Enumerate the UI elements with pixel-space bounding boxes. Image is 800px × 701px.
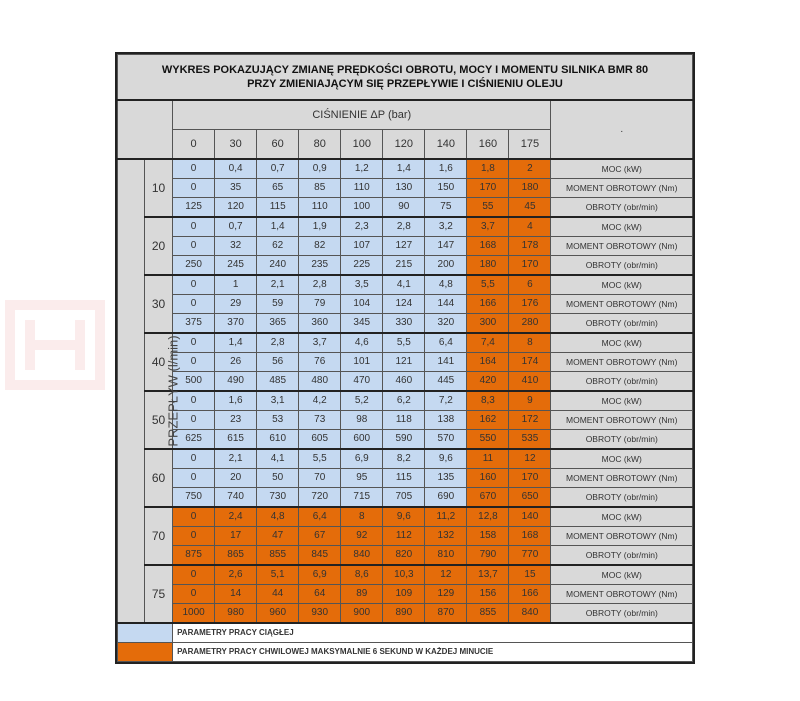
data-cell: 4,6 bbox=[341, 333, 383, 353]
data-cell: 4,8 bbox=[425, 275, 467, 295]
data-cell: 2,8 bbox=[299, 275, 341, 295]
flow-axis-text: PRZEPŁYW (l/min) bbox=[165, 335, 181, 447]
data-cell: 235 bbox=[299, 256, 341, 276]
pressure-column-header: 175 bbox=[509, 130, 551, 160]
data-cell: 5,5 bbox=[383, 333, 425, 353]
data-cell: 960 bbox=[257, 604, 299, 624]
data-cell: 5,1 bbox=[257, 565, 299, 585]
data-cell: 180 bbox=[467, 256, 509, 276]
data-cell: 53 bbox=[257, 411, 299, 430]
corner-label: . bbox=[551, 100, 693, 159]
data-cell: 162 bbox=[467, 411, 509, 430]
data-cell: 1,9 bbox=[299, 217, 341, 237]
data-cell: 130 bbox=[383, 179, 425, 198]
row-label: OBROTY (obr/min) bbox=[551, 372, 693, 392]
data-cell: 95 bbox=[341, 469, 383, 488]
data-cell: 2,8 bbox=[257, 333, 299, 353]
data-cell: 705 bbox=[383, 488, 425, 508]
data-cell: 168 bbox=[509, 527, 551, 546]
data-cell: 0 bbox=[173, 237, 215, 256]
data-cell: 4,8 bbox=[257, 507, 299, 527]
data-cell: 70 bbox=[299, 469, 341, 488]
row-label: OBROTY (obr/min) bbox=[551, 198, 693, 218]
data-cell: 26 bbox=[215, 353, 257, 372]
data-cell: 32 bbox=[215, 237, 257, 256]
table-row bbox=[118, 430, 693, 450]
data-cell: 76 bbox=[299, 353, 341, 372]
data-cell: 168 bbox=[467, 237, 509, 256]
data-cell: 138 bbox=[425, 411, 467, 430]
data-cell: 300 bbox=[467, 314, 509, 334]
data-cell: 8 bbox=[341, 507, 383, 527]
data-cell: 5,5 bbox=[467, 275, 509, 295]
data-cell: 410 bbox=[509, 372, 551, 392]
flow-value: 75 bbox=[145, 565, 173, 623]
data-cell: 855 bbox=[467, 604, 509, 624]
data-cell: 0 bbox=[173, 391, 215, 411]
data-cell: 0 bbox=[173, 159, 215, 179]
data-cell: 62 bbox=[257, 237, 299, 256]
data-cell: 420 bbox=[467, 372, 509, 392]
data-cell: 141 bbox=[425, 353, 467, 372]
row-label: MOMENT OBROTOWY (Nm) bbox=[551, 237, 693, 256]
data-cell: 445 bbox=[425, 372, 467, 392]
data-cell: 500 bbox=[173, 372, 215, 392]
data-cell: 810 bbox=[425, 546, 467, 566]
data-cell: 121 bbox=[383, 353, 425, 372]
data-cell: 170 bbox=[509, 256, 551, 276]
row-label: MOC (kW) bbox=[551, 507, 693, 527]
row-label: MOC (kW) bbox=[551, 391, 693, 411]
data-cell: 166 bbox=[467, 295, 509, 314]
data-cell: 13,7 bbox=[467, 565, 509, 585]
data-cell: 170 bbox=[509, 469, 551, 488]
data-cell: 365 bbox=[257, 314, 299, 334]
data-cell: 820 bbox=[383, 546, 425, 566]
data-cell: 485 bbox=[257, 372, 299, 392]
legend-swatch bbox=[118, 623, 173, 643]
row-label: MOMENT OBROTOWY (Nm) bbox=[551, 585, 693, 604]
data-cell: 6,9 bbox=[299, 565, 341, 585]
data-cell: 980 bbox=[215, 604, 257, 624]
data-cell: 2,1 bbox=[257, 275, 299, 295]
data-cell: 11 bbox=[467, 449, 509, 469]
data-cell: 2,3 bbox=[341, 217, 383, 237]
data-cell: 129 bbox=[425, 585, 467, 604]
data-cell: 4,2 bbox=[299, 391, 341, 411]
legend-text: PARAMETRY PRACY CIĄGŁEJ bbox=[173, 623, 693, 643]
data-cell: 7,2 bbox=[425, 391, 467, 411]
data-cell: 5,5 bbox=[299, 449, 341, 469]
data-cell: 1,8 bbox=[467, 159, 509, 179]
data-cell: 570 bbox=[425, 430, 467, 450]
data-cell: 65 bbox=[257, 179, 299, 198]
data-cell: 9,6 bbox=[425, 449, 467, 469]
data-cell: 535 bbox=[509, 430, 551, 450]
data-cell: 2 bbox=[509, 159, 551, 179]
table-row bbox=[118, 237, 693, 256]
data-cell: 112 bbox=[383, 527, 425, 546]
flow-value: 10 bbox=[145, 159, 173, 217]
data-cell: 147 bbox=[425, 237, 467, 256]
data-cell: 9,6 bbox=[383, 507, 425, 527]
table-row bbox=[118, 507, 693, 527]
data-cell: 650 bbox=[509, 488, 551, 508]
data-cell: 790 bbox=[467, 546, 509, 566]
table-row bbox=[118, 585, 693, 604]
data-cell: 770 bbox=[509, 546, 551, 566]
pressure-column-header: 120 bbox=[383, 130, 425, 160]
data-cell: 178 bbox=[509, 237, 551, 256]
data-cell: 245 bbox=[215, 256, 257, 276]
corner-cell bbox=[118, 100, 173, 159]
row-label: MOC (kW) bbox=[551, 565, 693, 585]
data-cell: 2,1 bbox=[215, 449, 257, 469]
data-cell: 610 bbox=[257, 430, 299, 450]
data-cell: 3,7 bbox=[299, 333, 341, 353]
data-cell: 118 bbox=[383, 411, 425, 430]
data-cell: 8,2 bbox=[383, 449, 425, 469]
data-cell: 174 bbox=[509, 353, 551, 372]
table-row bbox=[118, 198, 693, 218]
data-cell: 6,9 bbox=[341, 449, 383, 469]
data-cell: 2,6 bbox=[215, 565, 257, 585]
table-row bbox=[118, 546, 693, 566]
data-cell: 90 bbox=[383, 198, 425, 218]
data-cell: 590 bbox=[383, 430, 425, 450]
row-label: MOMENT OBROTOWY (Nm) bbox=[551, 295, 693, 314]
data-cell: 50 bbox=[257, 469, 299, 488]
data-cell: 200 bbox=[425, 256, 467, 276]
data-cell: 0 bbox=[173, 469, 215, 488]
data-cell: 98 bbox=[341, 411, 383, 430]
data-cell: 0 bbox=[173, 295, 215, 314]
data-cell: 730 bbox=[257, 488, 299, 508]
data-cell: 840 bbox=[341, 546, 383, 566]
data-cell: 29 bbox=[215, 295, 257, 314]
data-cell: 0 bbox=[173, 333, 215, 353]
data-cell: 4 bbox=[509, 217, 551, 237]
flow-value: 20 bbox=[145, 217, 173, 275]
table-row bbox=[118, 469, 693, 488]
data-cell: 250 bbox=[173, 256, 215, 276]
pressure-column-header: 0 bbox=[173, 130, 215, 160]
data-cell: 930 bbox=[299, 604, 341, 624]
data-cell: 0 bbox=[173, 179, 215, 198]
data-cell: 150 bbox=[425, 179, 467, 198]
data-cell: 172 bbox=[509, 411, 551, 430]
data-cell: 600 bbox=[341, 430, 383, 450]
data-cell: 0,9 bbox=[299, 159, 341, 179]
row-label: MOC (kW) bbox=[551, 217, 693, 237]
data-cell: 115 bbox=[257, 198, 299, 218]
data-cell: 170 bbox=[467, 179, 509, 198]
data-cell: 92 bbox=[341, 527, 383, 546]
pressure-column-header: 160 bbox=[467, 130, 509, 160]
data-cell: 0 bbox=[173, 275, 215, 295]
data-cell: 15 bbox=[509, 565, 551, 585]
table-row bbox=[118, 217, 693, 237]
data-cell: 875 bbox=[173, 546, 215, 566]
table-row bbox=[118, 275, 693, 295]
data-cell: 45 bbox=[509, 198, 551, 218]
table-row bbox=[118, 256, 693, 276]
row-label: MOC (kW) bbox=[551, 275, 693, 295]
data-cell: 125 bbox=[173, 198, 215, 218]
data-cell: 55 bbox=[467, 198, 509, 218]
row-label: MOC (kW) bbox=[551, 333, 693, 353]
data-cell: 8,3 bbox=[467, 391, 509, 411]
data-cell: 865 bbox=[215, 546, 257, 566]
data-cell: 9 bbox=[509, 391, 551, 411]
legend-swatch bbox=[118, 643, 173, 662]
table-row bbox=[118, 333, 693, 353]
data-cell: 0 bbox=[173, 527, 215, 546]
data-cell: 164 bbox=[467, 353, 509, 372]
data-cell: 8,6 bbox=[341, 565, 383, 585]
row-label: OBROTY (obr/min) bbox=[551, 604, 693, 624]
data-cell: 280 bbox=[509, 314, 551, 334]
data-cell: 750 bbox=[173, 488, 215, 508]
data-cell: 124 bbox=[383, 295, 425, 314]
data-cell: 0 bbox=[173, 565, 215, 585]
data-cell: 14 bbox=[215, 585, 257, 604]
data-cell: 127 bbox=[383, 237, 425, 256]
table-row bbox=[118, 372, 693, 392]
data-cell: 104 bbox=[341, 295, 383, 314]
data-cell: 110 bbox=[341, 179, 383, 198]
table-row bbox=[118, 411, 693, 430]
data-cell: 120 bbox=[215, 198, 257, 218]
data-cell: 720 bbox=[299, 488, 341, 508]
data-cell: 715 bbox=[341, 488, 383, 508]
data-cell: 855 bbox=[257, 546, 299, 566]
data-cell: 0 bbox=[173, 507, 215, 527]
row-label: MOC (kW) bbox=[551, 159, 693, 179]
data-cell: 3,5 bbox=[341, 275, 383, 295]
row-label: OBROTY (obr/min) bbox=[551, 256, 693, 276]
data-cell: 109 bbox=[383, 585, 425, 604]
data-cell: 1,6 bbox=[425, 159, 467, 179]
data-cell: 158 bbox=[467, 527, 509, 546]
data-cell: 3,7 bbox=[467, 217, 509, 237]
data-cell: 670 bbox=[467, 488, 509, 508]
data-cell: 0 bbox=[173, 585, 215, 604]
data-cell: 870 bbox=[425, 604, 467, 624]
data-cell: 1000 bbox=[173, 604, 215, 624]
data-cell: 3,2 bbox=[425, 217, 467, 237]
legend-row bbox=[118, 643, 693, 662]
data-cell: 6,2 bbox=[383, 391, 425, 411]
pressure-column-header: 60 bbox=[257, 130, 299, 160]
data-cell: 140 bbox=[509, 507, 551, 527]
performance-table bbox=[115, 52, 695, 664]
data-cell: 0,7 bbox=[257, 159, 299, 179]
data-cell: 35 bbox=[215, 179, 257, 198]
data-cell: 2,8 bbox=[383, 217, 425, 237]
table-row bbox=[118, 604, 693, 624]
data-cell: 845 bbox=[299, 546, 341, 566]
data-cell: 840 bbox=[509, 604, 551, 624]
data-cell: 110 bbox=[299, 198, 341, 218]
data-cell: 550 bbox=[467, 430, 509, 450]
data-cell: 100 bbox=[341, 198, 383, 218]
data-cell: 107 bbox=[341, 237, 383, 256]
flow-value: 70 bbox=[145, 507, 173, 565]
data-cell: 890 bbox=[383, 604, 425, 624]
data-cell: 73 bbox=[299, 411, 341, 430]
data-cell: 82 bbox=[299, 237, 341, 256]
data-cell: 8 bbox=[509, 333, 551, 353]
data-cell: 56 bbox=[257, 353, 299, 372]
data-cell: 75 bbox=[425, 198, 467, 218]
data-cell: 5,2 bbox=[341, 391, 383, 411]
data-cell: 615 bbox=[215, 430, 257, 450]
row-label: MOMENT OBROTOWY (Nm) bbox=[551, 353, 693, 372]
data-cell: 740 bbox=[215, 488, 257, 508]
data-cell: 490 bbox=[215, 372, 257, 392]
pressure-column-header: 30 bbox=[215, 130, 257, 160]
table-row bbox=[118, 353, 693, 372]
data-cell: 85 bbox=[299, 179, 341, 198]
legend-text: PARAMETRY PRACY CHWILOWEJ MAKSYMALNIE 6 SEKUND W KAŻDEJ MINUCIE bbox=[173, 643, 693, 662]
data-cell: 180 bbox=[509, 179, 551, 198]
data-cell: 215 bbox=[383, 256, 425, 276]
flow-value: 60 bbox=[145, 449, 173, 507]
data-cell: 10,3 bbox=[383, 565, 425, 585]
legend-row bbox=[118, 623, 693, 643]
data-cell: 144 bbox=[425, 295, 467, 314]
pressure-column-header: 100 bbox=[341, 130, 383, 160]
row-label: OBROTY (obr/min) bbox=[551, 546, 693, 566]
data-cell: 6 bbox=[509, 275, 551, 295]
data-cell: 240 bbox=[257, 256, 299, 276]
row-label: OBROTY (obr/min) bbox=[551, 488, 693, 508]
data-cell: 900 bbox=[341, 604, 383, 624]
data-cell: 23 bbox=[215, 411, 257, 430]
data-cell: 59 bbox=[257, 295, 299, 314]
data-cell: 17 bbox=[215, 527, 257, 546]
table-row bbox=[118, 295, 693, 314]
data-cell: 0 bbox=[173, 217, 215, 237]
data-cell: 12,8 bbox=[467, 507, 509, 527]
data-cell: 1 bbox=[215, 275, 257, 295]
data-cell: 20 bbox=[215, 469, 257, 488]
table-row bbox=[118, 314, 693, 334]
data-cell: 166 bbox=[509, 585, 551, 604]
data-cell: 1,2 bbox=[341, 159, 383, 179]
flow-value: 40 bbox=[145, 333, 173, 391]
data-cell: 4,1 bbox=[383, 275, 425, 295]
pressure-column-header: 80 bbox=[299, 130, 341, 160]
data-cell: 4,1 bbox=[257, 449, 299, 469]
flow-value: 50 bbox=[145, 391, 173, 449]
table-row bbox=[118, 565, 693, 585]
table-row bbox=[118, 391, 693, 411]
title-line-2: PRZY ZMIENIAJĄCYM SIĘ PRZEPŁYWIE I CIŚNIENIU OLEJU bbox=[247, 78, 563, 90]
data-cell: 115 bbox=[383, 469, 425, 488]
data-cell: 470 bbox=[341, 372, 383, 392]
data-cell: 625 bbox=[173, 430, 215, 450]
data-cell: 320 bbox=[425, 314, 467, 334]
data-cell: 6,4 bbox=[299, 507, 341, 527]
title-line-1: WYKRES POKAZUJĄCY ZMIANĘ PRĘDKOŚCI OBROTU, MOCY I MOMENTU SILNIKA BMR 80 bbox=[161, 64, 649, 76]
data-cell: 160 bbox=[467, 469, 509, 488]
data-cell: 375 bbox=[173, 314, 215, 334]
data-cell: 0,7 bbox=[215, 217, 257, 237]
data-cell: 370 bbox=[215, 314, 257, 334]
data-cell: 176 bbox=[509, 295, 551, 314]
row-label: MOMENT OBROTOWY (Nm) bbox=[551, 411, 693, 430]
row-label: OBROTY (obr/min) bbox=[551, 430, 693, 450]
data-cell: 345 bbox=[341, 314, 383, 334]
data-cell: 0 bbox=[173, 411, 215, 430]
data-cell: 0,4 bbox=[215, 159, 257, 179]
row-label: MOMENT OBROTOWY (Nm) bbox=[551, 469, 693, 488]
data-cell: 225 bbox=[341, 256, 383, 276]
data-cell: 7,4 bbox=[467, 333, 509, 353]
data-cell: 2,4 bbox=[215, 507, 257, 527]
row-label: MOC (kW) bbox=[551, 449, 693, 469]
data-cell: 67 bbox=[299, 527, 341, 546]
table-row bbox=[118, 179, 693, 198]
data-cell: 1,4 bbox=[383, 159, 425, 179]
data-cell: 101 bbox=[341, 353, 383, 372]
flow-value: 30 bbox=[145, 275, 173, 333]
row-label: MOMENT OBROTOWY (Nm) bbox=[551, 179, 693, 198]
data-cell: 3,1 bbox=[257, 391, 299, 411]
pressure-header: CIŚNIENIE ΔP (bar) bbox=[173, 100, 551, 130]
data-cell: 47 bbox=[257, 527, 299, 546]
data-cell: 330 bbox=[383, 314, 425, 334]
table-row bbox=[118, 527, 693, 546]
row-label: OBROTY (obr/min) bbox=[551, 314, 693, 334]
data-cell: 6,4 bbox=[425, 333, 467, 353]
data-cell: 460 bbox=[383, 372, 425, 392]
data-cell: 89 bbox=[341, 585, 383, 604]
data-cell: 690 bbox=[425, 488, 467, 508]
data-cell: 360 bbox=[299, 314, 341, 334]
data-cell: 0 bbox=[173, 449, 215, 469]
data-cell: 156 bbox=[467, 585, 509, 604]
data-cell: 11,2 bbox=[425, 507, 467, 527]
table-title bbox=[118, 55, 693, 101]
data-cell: 0 bbox=[173, 353, 215, 372]
data-cell: 64 bbox=[299, 585, 341, 604]
data-cell: 1,6 bbox=[215, 391, 257, 411]
data-cell: 1,4 bbox=[215, 333, 257, 353]
data-cell: 132 bbox=[425, 527, 467, 546]
table-row bbox=[118, 449, 693, 469]
table-row bbox=[118, 488, 693, 508]
data-cell: 79 bbox=[299, 295, 341, 314]
data-cell: 135 bbox=[425, 469, 467, 488]
data-cell: 1,4 bbox=[257, 217, 299, 237]
table-row bbox=[118, 159, 693, 179]
data-cell: 12 bbox=[425, 565, 467, 585]
data-cell: 480 bbox=[299, 372, 341, 392]
row-label: MOMENT OBROTOWY (Nm) bbox=[551, 527, 693, 546]
data-cell: 12 bbox=[509, 449, 551, 469]
data-cell: 44 bbox=[257, 585, 299, 604]
data-cell: 605 bbox=[299, 430, 341, 450]
pressure-column-header: 140 bbox=[425, 130, 467, 160]
